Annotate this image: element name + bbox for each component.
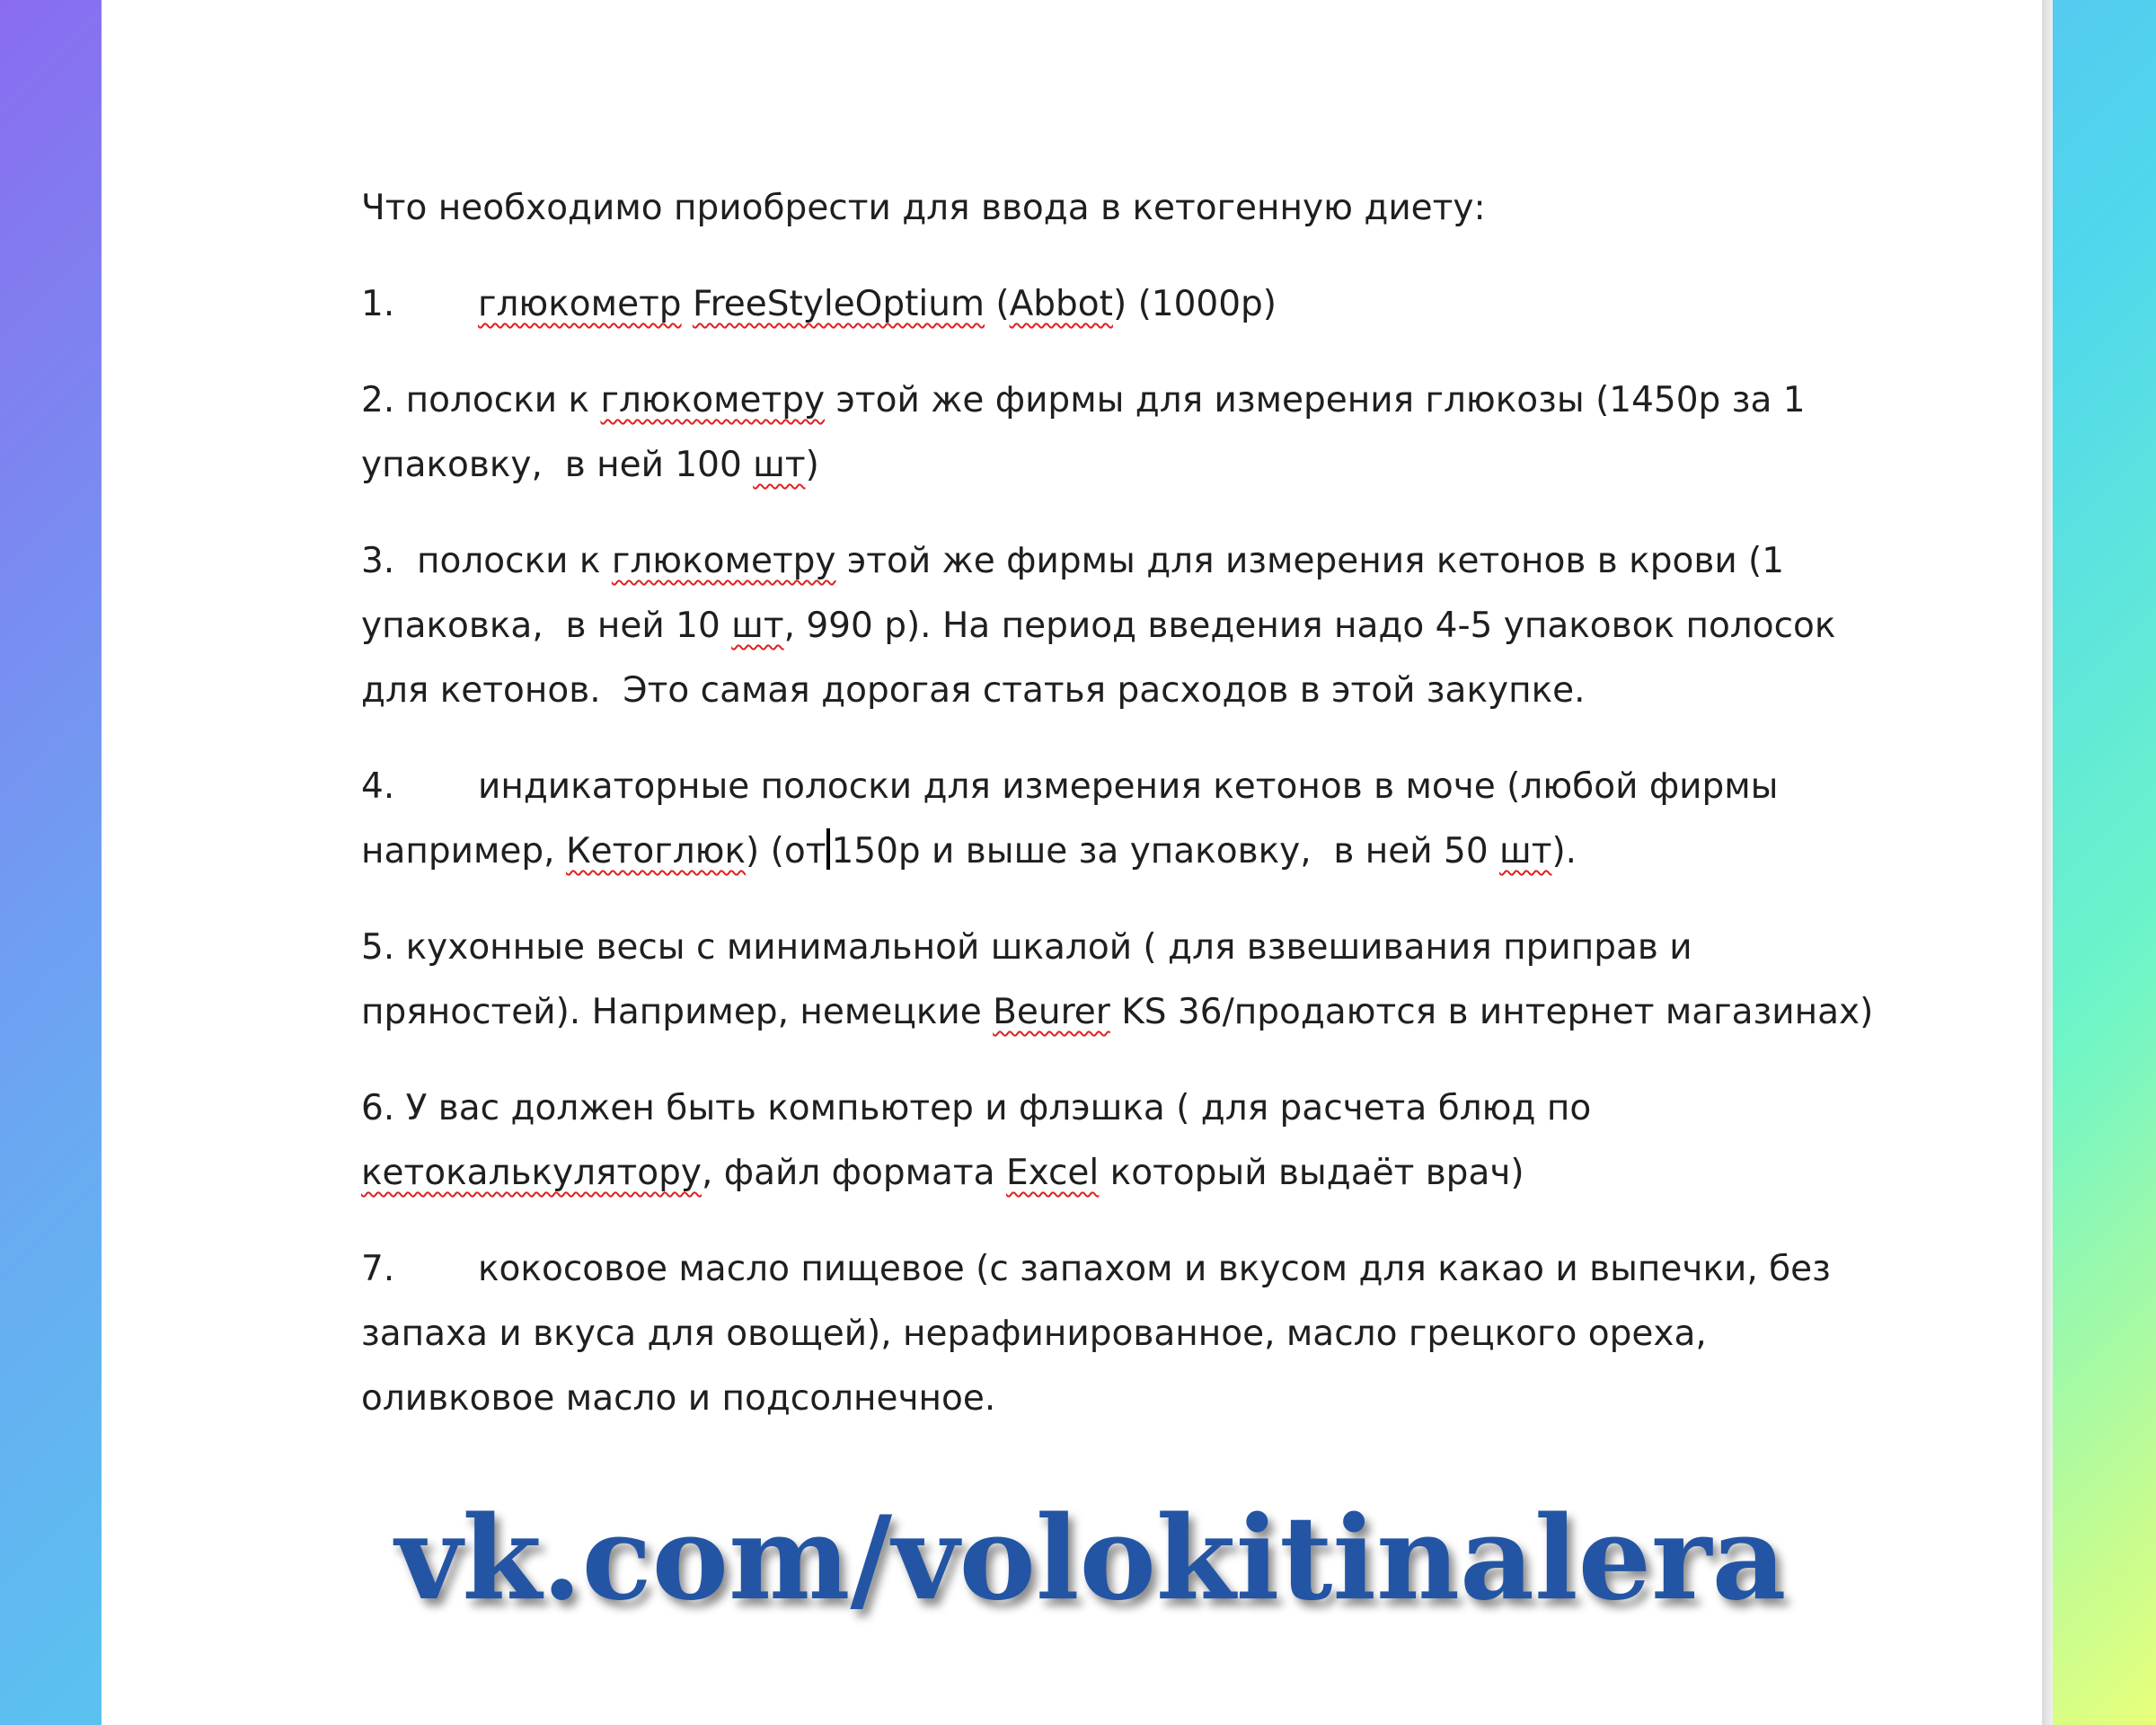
list-item-7 [361,1237,1906,1431]
page-edge-shadow [2042,0,2053,1725]
misspelled-word: FreeStyleOptium [692,284,985,324]
list-item-number: 1. [361,284,395,324]
misspelled-word: шт [753,445,806,485]
misspelled-word: глюкометр [478,284,682,324]
misspelled-word: Beurer [993,992,1110,1032]
text-run: 150р и выше за упаковку, в ней 50 [831,831,1500,871]
text-run: ) (от [746,831,826,871]
list-item-2 [361,368,1906,498]
misspelled-word: глюкометру [611,541,836,581]
misspelled-word: Abbot [1009,284,1113,324]
text-run: 3. полоски к [361,541,612,581]
text-run: KS 36/продаются в интернет магазинах) [1109,992,1874,1032]
text-run: 6. У вас должен быть компьютер и флэшка ( для расчета блюд по [361,1088,1603,1128]
text-run: 2. полоски к [361,380,601,420]
misspelled-word: Кетоглюк [565,831,747,871]
misspelled-word: шт [731,606,784,646]
document-title: Что необходимо приобрести для ввода в кетогенную диету: [361,188,1486,228]
text-run: этой же фирмы для измерения глюкозы (1450р за 1 упаковку, в ней 100 [361,380,1816,485]
text-run: 5. кухонные весы с минимальной шкалой ( для взвешивания приправ и пряностей). Например, немецкие [361,927,1704,1032]
text-run: ( [984,284,1010,324]
list-item-3 [361,529,1906,723]
list-item-6 [361,1076,1906,1206]
text-run: ) [805,445,819,485]
text-run: который выдаёт врач) [1099,1153,1524,1193]
text-cursor [826,828,830,870]
text-run: , 990 р). На период введения надо 4-5 упаковок полосок для кетонов. Это самая дорогая статья расходов в этой закупке. [361,606,1847,711]
misspelled-word: глюкометру [600,380,826,420]
text-run: ). [1551,831,1577,871]
misspelled-word: кетокалькулятору [361,1153,702,1193]
list-item-4 [361,755,1906,884]
misspelled-word: шт [1499,831,1552,871]
list-item-5 [361,916,1906,1045]
list-item-number: 4. [361,766,395,807]
watermark-link-text: vk.com/volokitinalera [395,1491,1787,1626]
text-run: , файл формата [701,1153,1006,1193]
list-item-number: 7. [361,1249,395,1289]
document-body [361,176,1906,1463]
misspelled-word: Excel [1005,1153,1100,1193]
text-run: ) (1000р) [1112,284,1277,324]
text-run: этой же фирмы для измерения кетонов в крови (1 упаковка, в ней 10 [361,541,1796,646]
text-run: кокосовое масло пищевое (с запахом и вкусом для какао и выпечки, без запаха и вкуса для овощей), нерафинированное, масло грецкого ореха, оливковое масло и подсолнечное. [361,1249,1842,1419]
text-run [682,284,693,324]
list-item-1 [361,272,1906,337]
text-run: индикаторные полоски для измерения кетонов в моче (любой фирмы например, [361,766,1789,871]
